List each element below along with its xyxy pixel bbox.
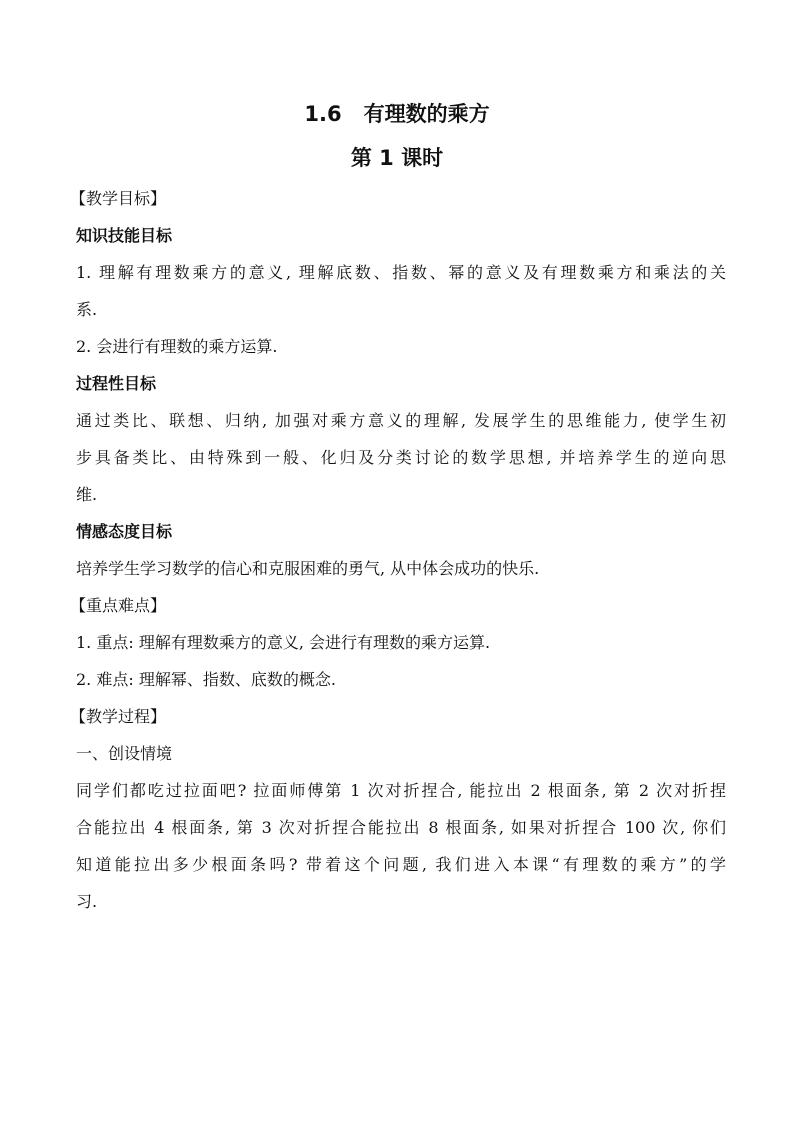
section-heading-teaching-goals: 【教学目标】 [70, 189, 167, 208]
paragraph-line: 合能拉出 4 根面条, 第 3 次对折捏合能拉出 8 根面条, 如果对折捏合 100 次, 你们 [76, 818, 726, 837]
paragraph-line: 1. 理解有理数乘方的意义, 理解底数、指数、幂的意义及有理数乘方和乘法的关 [76, 263, 726, 282]
subheading-knowledge-skills: 知识技能目标 [76, 226, 173, 245]
paragraph-line: 知道能拉出多少根面条吗? 带着这个问题, 我们进入本课“有理数的乘方”的学 [76, 855, 726, 874]
paragraph-line: 习. [76, 892, 98, 911]
paragraph-line: 维. [76, 485, 98, 504]
subheading-attitude-goals: 情感态度目标 [76, 522, 173, 541]
subheading-process-goals: 过程性目标 [76, 374, 157, 393]
section-title: 有理数的乘方 [363, 102, 490, 126]
lesson-subtitle: 第 1 课时 [350, 146, 444, 170]
section-number: 1.6 [304, 102, 342, 126]
subsection-heading-scenario: 一、创设情境 [76, 744, 173, 763]
section-heading-key-points: 【重点难点】 [70, 596, 167, 615]
page-title [0, 104, 794, 125]
document-body [70, 180, 726, 920]
section-heading-teaching-process: 【教学过程】 [70, 707, 167, 726]
paragraph-line: 系. [76, 300, 98, 319]
paragraph-line: 培养学生学习数学的信心和克服困难的勇气, 从中体会成功的快乐. [76, 559, 540, 578]
paragraph-line: 通过类比、联想、归纳, 加强对乘方意义的理解, 发展学生的思维能力, 使学生初 [76, 411, 726, 430]
paragraph-line: 2. 难点: 理解幂、指数、底数的概念. [76, 670, 336, 689]
paragraph-line: 2. 会进行有理数的乘方运算. [76, 337, 278, 356]
paragraph-line: 1. 重点: 理解有理数乘方的意义, 会进行有理数的乘方运算. [76, 633, 491, 652]
paragraph-line: 同学们都吃过拉面吧? 拉面师傅第 1 次对折捏合, 能拉出 2 根面条, 第 2 次对折捏 [76, 781, 726, 800]
paragraph-line: 步具备类比、由特殊到一般、化归及分类讨论的数学思想, 并培养学生的逆向思 [76, 448, 726, 467]
